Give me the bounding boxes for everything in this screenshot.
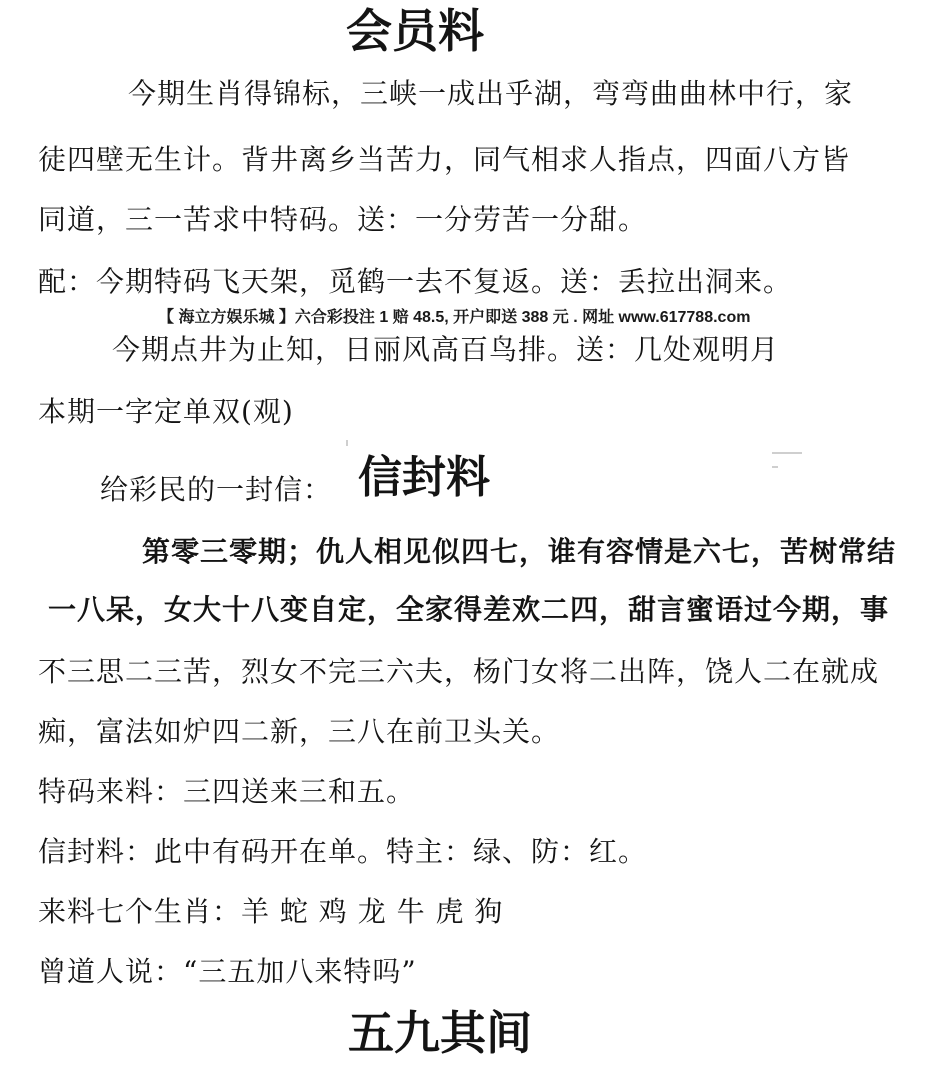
- special-code-line: 特码来料：三四送来三和五。: [38, 775, 416, 808]
- zodiac-line: 来料七个生肖：羊 蛇 鸡 龙 牛 虎 狗: [38, 895, 504, 928]
- letter-body-line-3: 不三思二三苦，烈女不完三六夫，杨门女将二出阵，饶人二在就成: [38, 655, 880, 688]
- envelope-line: 信封料：此中有码开在单。特主：绿、防：红。: [38, 835, 648, 868]
- letter-heading-title: 信封料: [358, 452, 490, 503]
- letter-body-line-1: 第零三零期；仇人相见似四七，谁有容情是六七，苦树常结: [142, 535, 897, 568]
- page-title: 会员料: [346, 4, 484, 58]
- letter-heading: [100, 473, 333, 506]
- letter-heading-label: 给彩民的一封信：: [100, 473, 333, 506]
- taoist-line: 曾道人说：“三五加八来特吗”: [38, 955, 417, 988]
- letter-body-line-4: 痴，富法如炉四二新，三八在前卫头关。: [38, 715, 561, 748]
- point-well-text: 今期点井为止知，日丽风高百鸟排。送：几处观明月: [112, 333, 780, 366]
- footer-title: 五九其间: [348, 1006, 532, 1060]
- letter-body-line-2: 一八呆，女大十八变自定，全家得差欢二四，甜言蜜语过今期，事: [48, 593, 890, 626]
- member-text-line-4: 配：今期特码飞天架，觅鹤一去不复返。送：丢拉出洞来。: [38, 265, 793, 298]
- scan-smudge: [346, 440, 348, 446]
- ad-banner: 【 海立方娱乐城 】六合彩投注 1 赔 48.5, 开户即送 388 元 . 网址 www.617788.com: [158, 309, 751, 326]
- member-text-line-3: 同道，三一苦求中特码。送：一分劳苦一分甜。: [38, 203, 648, 236]
- single-double-text: 本期一字定单双(观): [38, 395, 294, 428]
- member-text-line-1: 今期生肖得锦标，三峡一成出乎湖，弯弯曲曲林中行，家: [128, 77, 854, 110]
- scan-smudge: [772, 466, 778, 468]
- member-text-line-2: 徒四壁无生计。背井离乡当苦力，同气相求人指点，四面八方皆: [38, 143, 851, 176]
- scan-smudge: [772, 452, 802, 454]
